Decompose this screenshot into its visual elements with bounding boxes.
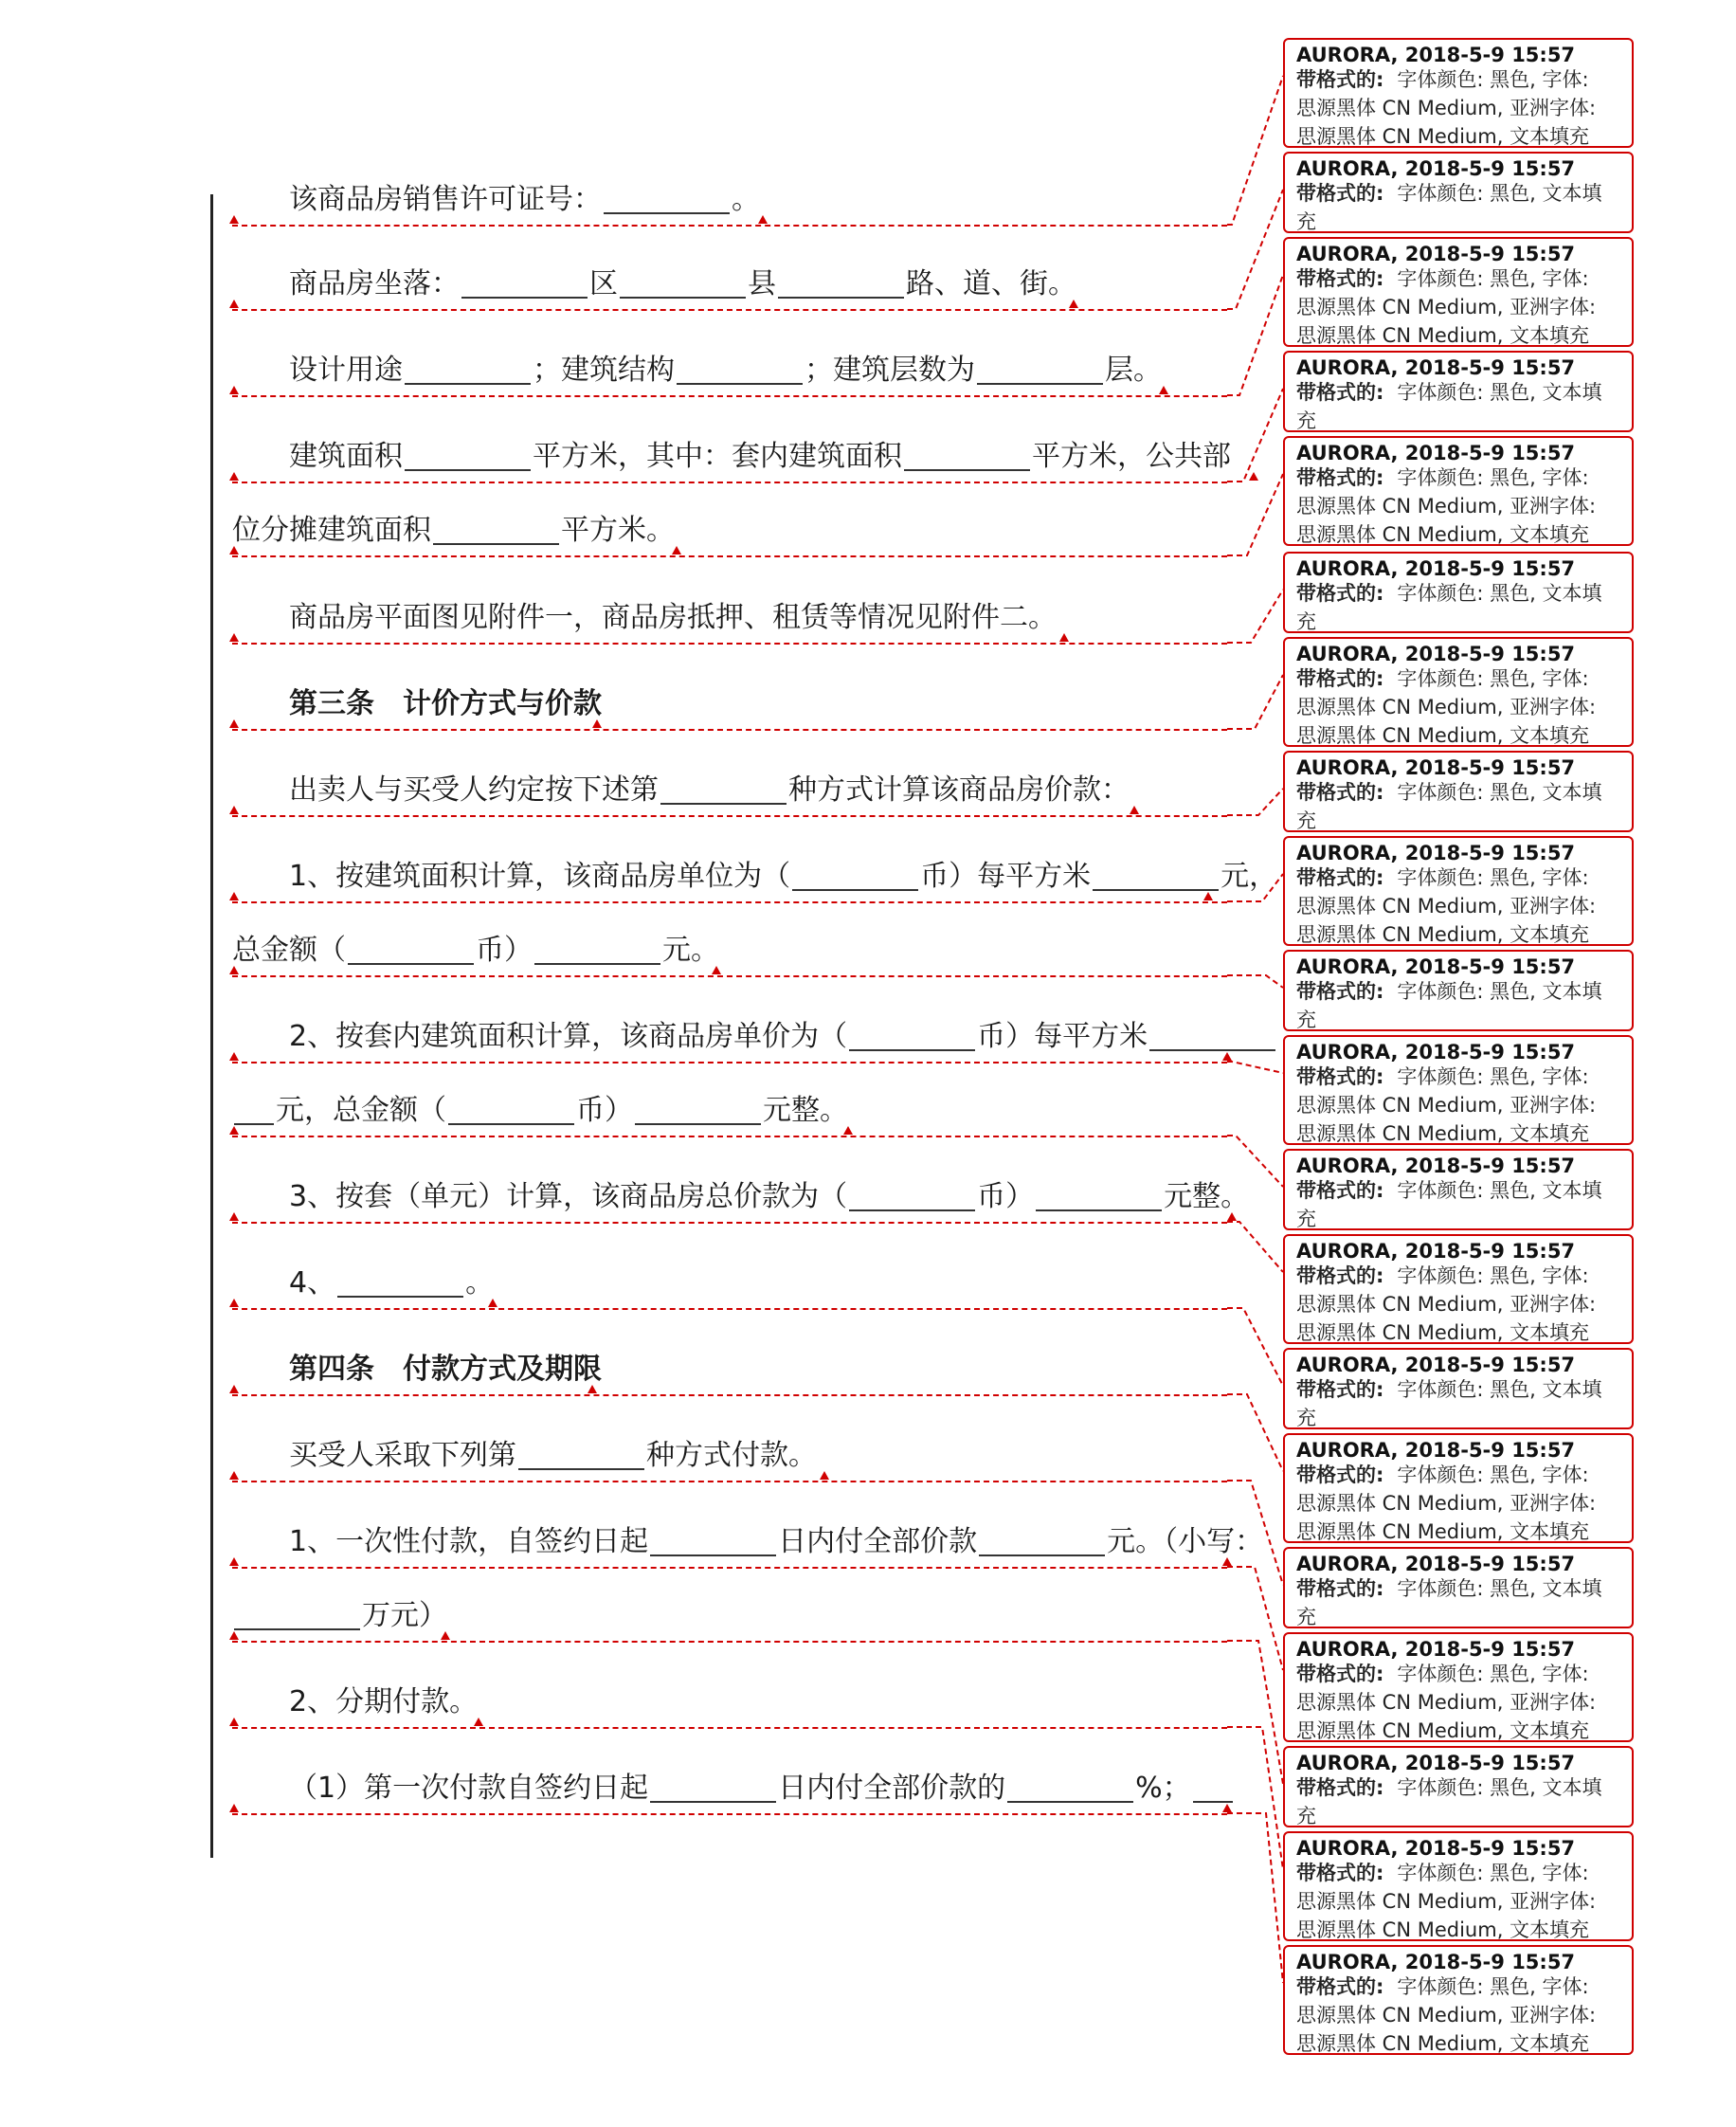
line-text: 种方式计算该商品房价款： — [788, 773, 1130, 807]
comment-text: 思源黑体 CN Medium, 亚洲字体: — [1296, 296, 1597, 318]
comment-label: 带格式的: — [1296, 1264, 1384, 1287]
comment-text: 充 — [1296, 809, 1316, 832]
comment-leader-line — [1227, 1222, 1283, 1272]
line-text: 2、分期付款。 — [289, 1685, 479, 1718]
line-text: 元整。 — [1164, 1180, 1250, 1213]
line-text: 设计用途 — [289, 354, 403, 387]
line-text: 日内付全部价款 — [778, 1525, 978, 1558]
comment-text: 思源黑体 CN Medium, 文本填充 — [1296, 1918, 1590, 1941]
comment-text: 字体颜色: 黑色, 字体: — [1397, 466, 1589, 489]
line-text: 日内付全部价款的 — [778, 1772, 1006, 1805]
line-text: 币） — [977, 1180, 1035, 1213]
line-text: 币） — [576, 1094, 633, 1127]
comment-author: AURORA, 2018-5-9 15:57 — [1296, 356, 1576, 379]
line-text: 元整。 — [763, 1094, 848, 1127]
comment-balloon[interactable] — [1283, 436, 1634, 546]
comment-label: 带格式的: — [1296, 980, 1384, 1003]
line-text: %； — [1135, 1772, 1191, 1805]
line-text: 平方米，其中：套内建筑面积 — [533, 440, 902, 473]
comment-author: AURORA, 2018-5-9 15:57 — [1296, 44, 1576, 66]
comment-leader-line — [1227, 590, 1283, 643]
comment-balloon[interactable] — [1283, 152, 1634, 233]
line-text: 。 — [732, 183, 760, 216]
comment-text: 字体颜色: 黑色, 字体: — [1397, 866, 1589, 889]
comment-label: 带格式的: — [1296, 1463, 1384, 1486]
comment-author: AURORA, 2018-5-9 15:57 — [1296, 1951, 1576, 1973]
line-text: 商品房平面图见附件一，商品房抵押、租赁等情况见附件二。 — [289, 601, 1057, 634]
comment-line — [1296, 1574, 1624, 1603]
line-text: ；建筑结构 — [533, 354, 675, 387]
comment-line — [1296, 65, 1624, 94]
line-text: 币）每平方米 — [920, 860, 1092, 893]
comment-line — [1296, 1262, 1624, 1290]
line-text: （1）第一次付款自签约日起 — [289, 1772, 649, 1805]
comment-author: AURORA, 2018-5-9 15:57 — [1296, 1439, 1576, 1462]
comment-text: 思源黑体 CN Medium, 文本填充 — [1296, 1719, 1590, 1742]
comment-line — [1296, 264, 1624, 293]
comment-text: 充 — [1296, 409, 1316, 432]
comment-author: AURORA, 2018-5-9 15:57 — [1296, 243, 1576, 265]
comment-author: AURORA, 2018-5-9 15:57 — [1296, 955, 1576, 978]
comment-text: 字体颜色: 黑色, 字体: — [1397, 667, 1589, 690]
comment-line — [1296, 1461, 1624, 1489]
line-text: 第三条 — [289, 687, 374, 720]
line-text: 元。 — [662, 934, 719, 967]
comment-balloon[interactable] — [1283, 1547, 1634, 1628]
comment-leader-line — [1227, 76, 1283, 225]
line-text: 该商品房销售许可证号： — [289, 183, 602, 216]
comment-line — [1296, 1773, 1624, 1802]
comment-text: 字体颜色: 黑色, 文本填 — [1397, 1577, 1602, 1600]
line-text: 元，总金额（ — [276, 1094, 446, 1127]
comment-balloon[interactable] — [1283, 1234, 1634, 1344]
comment-balloon[interactable] — [1283, 1632, 1634, 1742]
comment-label: 带格式的: — [1296, 1776, 1384, 1799]
comment-text: 思源黑体 CN Medium, 亚洲字体: — [1296, 2004, 1597, 2027]
comment-text: 字体颜色: 黑色, 字体: — [1397, 1862, 1589, 1884]
line-text: 元， — [1221, 860, 1278, 893]
comment-line — [1296, 1660, 1624, 1688]
comment-text: 思源黑体 CN Medium, 文本填充 — [1296, 724, 1590, 747]
comment-balloon[interactable] — [1283, 38, 1634, 148]
comment-label: 带格式的: — [1296, 466, 1384, 489]
comment-label: 带格式的: — [1296, 582, 1384, 605]
line-text: 计价方式与价款 — [403, 687, 602, 720]
comment-leader-line — [1227, 1727, 1283, 1869]
comment-label: 带格式的: — [1296, 1378, 1384, 1401]
comment-line — [1296, 977, 1624, 1006]
comment-text: 字体颜色: 黑色, 字体: — [1397, 68, 1589, 91]
comment-balloon[interactable] — [1283, 637, 1634, 747]
comment-label: 带格式的: — [1296, 1663, 1384, 1685]
comment-text: 思源黑体 CN Medium, 亚洲字体: — [1296, 1890, 1597, 1913]
line-text: 3、按套（单元）计算，该商品房总价款为（ — [289, 1180, 848, 1213]
line-text: 层。 — [1105, 354, 1162, 387]
comment-text: 字体颜色: 黑色, 字体: — [1397, 1663, 1589, 1685]
comment-text: 充 — [1296, 210, 1316, 233]
comment-text: 思源黑体 CN Medium, 文本填充 — [1296, 324, 1590, 347]
comment-author: AURORA, 2018-5-9 15:57 — [1296, 1752, 1576, 1774]
comment-leader-line — [1227, 1394, 1283, 1471]
comment-leader-line — [1227, 1136, 1283, 1187]
comment-leader-line — [1227, 1308, 1283, 1386]
comment-text: 字体颜色: 黑色, 字体: — [1397, 267, 1589, 290]
comment-label: 带格式的: — [1296, 267, 1384, 290]
comment-balloon[interactable] — [1283, 1035, 1634, 1145]
line-text: 2、按套内建筑面积计算，该商品房单价为（ — [289, 1020, 848, 1053]
comment-label: 带格式的: — [1296, 1577, 1384, 1600]
comment-balloon[interactable] — [1283, 1433, 1634, 1543]
line-text: ；建筑层数为 — [805, 354, 975, 387]
comment-balloon[interactable] — [1283, 950, 1634, 1031]
comment-author: AURORA, 2018-5-9 15:57 — [1296, 756, 1576, 779]
line-text: 1、按建筑面积计算，该商品房单位为（ — [289, 860, 791, 893]
comment-author: AURORA, 2018-5-9 15:57 — [1296, 643, 1576, 665]
comment-leader-line — [1227, 389, 1283, 482]
comment-author: AURORA, 2018-5-9 15:57 — [1296, 842, 1576, 864]
comment-line — [1296, 664, 1624, 693]
line-text: 出卖人与买受人约定按下述第 — [289, 773, 659, 807]
line-text: 总金额（ — [232, 934, 346, 967]
comment-author: AURORA, 2018-5-9 15:57 — [1296, 442, 1576, 464]
comment-label: 带格式的: — [1296, 667, 1384, 690]
comment-text: 思源黑体 CN Medium, 亚洲字体: — [1296, 1293, 1597, 1316]
line-text: 县 — [748, 267, 776, 300]
line-text: 种方式付款。 — [646, 1439, 817, 1472]
comment-balloon[interactable] — [1283, 751, 1634, 832]
comment-author: AURORA, 2018-5-9 15:57 — [1296, 1638, 1576, 1661]
comment-text: 思源黑体 CN Medium, 文本填充 — [1296, 923, 1590, 946]
comment-balloon[interactable] — [1283, 836, 1634, 946]
comment-text: 思源黑体 CN Medium, 亚洲字体: — [1296, 1094, 1597, 1117]
line-text: 区 — [589, 267, 618, 300]
comment-balloon[interactable] — [1283, 1746, 1634, 1827]
comment-balloon[interactable] — [1283, 1149, 1634, 1230]
line-text: 位分摊建筑面积 — [232, 514, 431, 547]
comment-text: 充 — [1296, 1208, 1316, 1230]
comment-leader-line — [1227, 1813, 1283, 1983]
comment-text: 字体颜色: 黑色, 字体: — [1397, 1975, 1589, 1998]
comment-line — [1296, 378, 1624, 407]
comment-line — [1296, 778, 1624, 807]
comment-label: 带格式的: — [1296, 1179, 1384, 1202]
comment-label: 带格式的: — [1296, 781, 1384, 804]
line-text: 付款方式及期限 — [403, 1353, 602, 1386]
comment-text: 字体颜色: 黑色, 文本填 — [1397, 381, 1602, 404]
comment-leader-line — [1227, 474, 1283, 555]
comment-leader-line — [1227, 1567, 1283, 1670]
line-text: 买受人采取下列第 — [289, 1439, 516, 1472]
comment-text: 充 — [1296, 1009, 1316, 1031]
comment-text: 字体颜色: 黑色, 文本填 — [1397, 1378, 1602, 1401]
comment-author: AURORA, 2018-5-9 15:57 — [1296, 157, 1576, 180]
comment-text: 思源黑体 CN Medium, 文本填充 — [1296, 125, 1590, 148]
comment-leader-line — [1227, 1062, 1283, 1073]
comment-leader-line — [1227, 874, 1283, 901]
comment-label: 带格式的: — [1296, 68, 1384, 91]
comment-text: 思源黑体 CN Medium, 亚洲字体: — [1296, 495, 1597, 518]
comment-author: AURORA, 2018-5-9 15:57 — [1296, 1240, 1576, 1263]
comment-text: 思源黑体 CN Medium, 文本填充 — [1296, 2032, 1590, 2055]
comment-text: 思源黑体 CN Medium, 文本填充 — [1296, 523, 1590, 546]
comment-balloon[interactable] — [1283, 552, 1634, 633]
comment-line — [1296, 864, 1624, 892]
comment-text: 思源黑体 CN Medium, 亚洲字体: — [1296, 696, 1597, 718]
line-text: 币）每平方米 — [977, 1020, 1148, 1053]
comment-text: 思源黑体 CN Medium, 亚洲字体: — [1296, 1691, 1597, 1714]
comment-author: AURORA, 2018-5-9 15:57 — [1296, 1154, 1576, 1177]
comment-balloon[interactable] — [1283, 1945, 1634, 2055]
line-text: 4、 — [289, 1266, 336, 1300]
comment-author: AURORA, 2018-5-9 15:57 — [1296, 1041, 1576, 1064]
comment-author: AURORA, 2018-5-9 15:57 — [1296, 557, 1576, 580]
line-text: 元。（小写： — [1107, 1525, 1264, 1558]
comment-text: 思源黑体 CN Medium, 文本填充 — [1296, 1520, 1590, 1543]
comment-author: AURORA, 2018-5-9 15:57 — [1296, 1354, 1576, 1376]
comment-text: 字体颜色: 黑色, 文本填 — [1397, 980, 1602, 1003]
comment-text: 字体颜色: 黑色, 文本填 — [1397, 582, 1602, 605]
comment-line — [1296, 1063, 1624, 1091]
comment-label: 带格式的: — [1296, 182, 1384, 205]
comment-leader-line — [1227, 675, 1283, 729]
comment-text: 字体颜色: 黑色, 文本填 — [1397, 781, 1602, 804]
comment-balloon[interactable] — [1283, 1348, 1634, 1429]
comment-line — [1296, 1972, 1624, 2001]
comment-line — [1296, 179, 1624, 208]
comment-line — [1296, 1176, 1624, 1205]
comment-text: 思源黑体 CN Medium, 亚洲字体: — [1296, 1492, 1597, 1515]
comment-line — [1296, 464, 1624, 492]
comment-text: 思源黑体 CN Medium, 文本填充 — [1296, 1122, 1590, 1145]
line-text: 。 — [465, 1266, 495, 1300]
comment-text: 充 — [1296, 1805, 1316, 1827]
line-text: 建筑面积 — [289, 440, 403, 473]
comment-text: 充 — [1296, 1606, 1316, 1628]
line-text: 平方米。 — [561, 514, 675, 547]
comment-text: 字体颜色: 黑色, 字体: — [1397, 1264, 1589, 1287]
line-text: 万元） — [362, 1599, 447, 1632]
comment-text: 字体颜色: 黑色, 字体: — [1397, 1463, 1589, 1486]
comment-leader-line — [1227, 1641, 1283, 1784]
comment-label: 带格式的: — [1296, 1065, 1384, 1088]
comment-line — [1296, 1859, 1624, 1887]
comment-label: 带格式的: — [1296, 866, 1384, 889]
comment-label: 带格式的: — [1296, 1975, 1384, 1998]
comment-label: 带格式的: — [1296, 381, 1384, 404]
line-text: 平方米，公共部 — [1032, 440, 1231, 473]
line-text: 路、道、街。 — [906, 267, 1076, 300]
comment-line — [1296, 579, 1624, 608]
comment-text: 充 — [1296, 1407, 1316, 1429]
line-text: 币） — [476, 934, 533, 967]
comment-text: 字体颜色: 黑色, 文本填 — [1397, 1179, 1602, 1202]
comment-leader-line — [1227, 190, 1283, 309]
comment-leader-line — [1227, 275, 1283, 395]
comment-text: 思源黑体 CN Medium, 亚洲字体: — [1296, 97, 1597, 119]
comment-text: 思源黑体 CN Medium, 文本填充 — [1296, 1321, 1590, 1344]
comment-text: 字体颜色: 黑色, 文本填 — [1397, 1776, 1602, 1799]
comment-text: 充 — [1296, 610, 1316, 633]
comment-leader-line — [1227, 789, 1283, 815]
line-text: 第四条 — [289, 1353, 374, 1386]
comment-label: 带格式的: — [1296, 1862, 1384, 1884]
comment-text: 字体颜色: 黑色, 字体: — [1397, 1065, 1589, 1088]
comment-leader-line — [1227, 975, 1283, 988]
line-text: 商品房坐落： — [289, 267, 460, 300]
comment-author: AURORA, 2018-5-9 15:57 — [1296, 1553, 1576, 1575]
comment-text: 字体颜色: 黑色, 文本填 — [1397, 182, 1602, 205]
comment-balloon[interactable] — [1283, 237, 1634, 347]
comment-balloon[interactable] — [1283, 351, 1634, 432]
line-text: 1、一次性付款，自签约日起 — [289, 1525, 649, 1558]
comment-balloon[interactable] — [1283, 1831, 1634, 1941]
comment-author: AURORA, 2018-5-9 15:57 — [1296, 1837, 1576, 1860]
comment-line — [1296, 1375, 1624, 1404]
comment-text: 思源黑体 CN Medium, 亚洲字体: — [1296, 895, 1597, 918]
